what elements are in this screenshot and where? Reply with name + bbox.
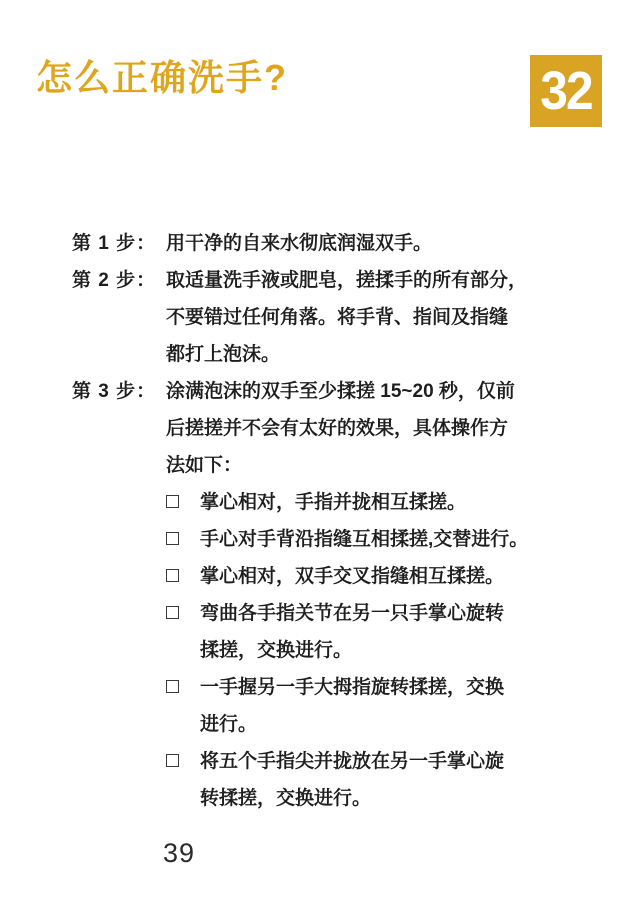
checkbox-icon: [166, 495, 179, 508]
page-number: 39: [163, 838, 196, 868]
bullet-item-4: [166, 595, 577, 669]
bullet-line: 弯曲各手指关节在另一只手掌心旋转: [200, 603, 505, 624]
bullet-line: 揉搓，交换进行。: [200, 640, 353, 661]
bullet-line: 转揉搓，交换进行。: [200, 788, 372, 809]
checkbox-icon: [166, 532, 179, 545]
step-1-line: 用干净的自来水彻底润湿双手。: [166, 233, 433, 254]
bullet-line: 手心对手背沿指缝互相揉搓,交替进行。: [200, 529, 529, 550]
bullet-item-5-text: [200, 669, 577, 743]
checkbox-icon: [166, 569, 179, 582]
bullet-line: 掌心相对，手指并拢相互揉搓。: [200, 492, 467, 513]
bullet-item-3: [166, 558, 577, 595]
bullet-line: 进行。: [200, 714, 258, 735]
bullet-item-2: [166, 521, 577, 558]
step-2-line: 不要错过任何角落。将手背、指间及指缝: [166, 307, 509, 328]
step-3-text: [166, 373, 577, 484]
checkbox-icon: [166, 606, 179, 619]
bullet-item-6-text: [200, 743, 577, 817]
bullet-line: 一手握另一手大拇指旋转揉搓，交换: [200, 677, 505, 698]
step-3-line: 后搓搓并不会有太好的效果，具体操作方: [166, 418, 509, 439]
chapter-number-badge: [530, 55, 602, 127]
checkbox-icon: [166, 680, 179, 693]
step-2-line: 都打上泡沫。: [166, 344, 281, 365]
step-1-label: 第 1 步：: [72, 233, 157, 254]
body-content: [72, 225, 577, 817]
bullet-item-3-text: [200, 558, 577, 595]
bullet-item-5: [166, 669, 577, 743]
bullet-line: 将五个手指尖并拢放在另一手掌心旋: [200, 751, 505, 772]
checkbox-icon: [166, 754, 179, 767]
chapter-number: 32: [540, 61, 592, 121]
technique-bullet-list: [166, 484, 577, 817]
step-3-label: 第 3 步：: [72, 381, 157, 402]
bullet-line: 掌心相对，双手交叉指缝相互揉搓。: [200, 566, 505, 587]
step-2-line: 取适量洗手液或肥皂，搓揉手的所有部分，: [166, 270, 528, 291]
bullet-item-2-text: [200, 521, 577, 558]
step-1-text: [166, 225, 577, 262]
step-2-label: 第 2 步：: [72, 270, 157, 291]
step-2: [72, 262, 577, 373]
bullet-item-4-text: [200, 595, 577, 669]
step-2-text: [166, 262, 577, 373]
bullet-item-6: [166, 743, 577, 817]
bullet-item-1: [166, 484, 577, 521]
step-1: [72, 225, 577, 262]
step-3-line: 涂满泡沫的双手至少揉搓 15~20 秒，仅前: [166, 381, 515, 402]
page-title: 怎么正确洗手?: [36, 57, 288, 98]
step-3-line: 法如下：: [166, 455, 243, 476]
bullet-item-1-text: [200, 484, 577, 521]
step-3: [72, 373, 577, 484]
